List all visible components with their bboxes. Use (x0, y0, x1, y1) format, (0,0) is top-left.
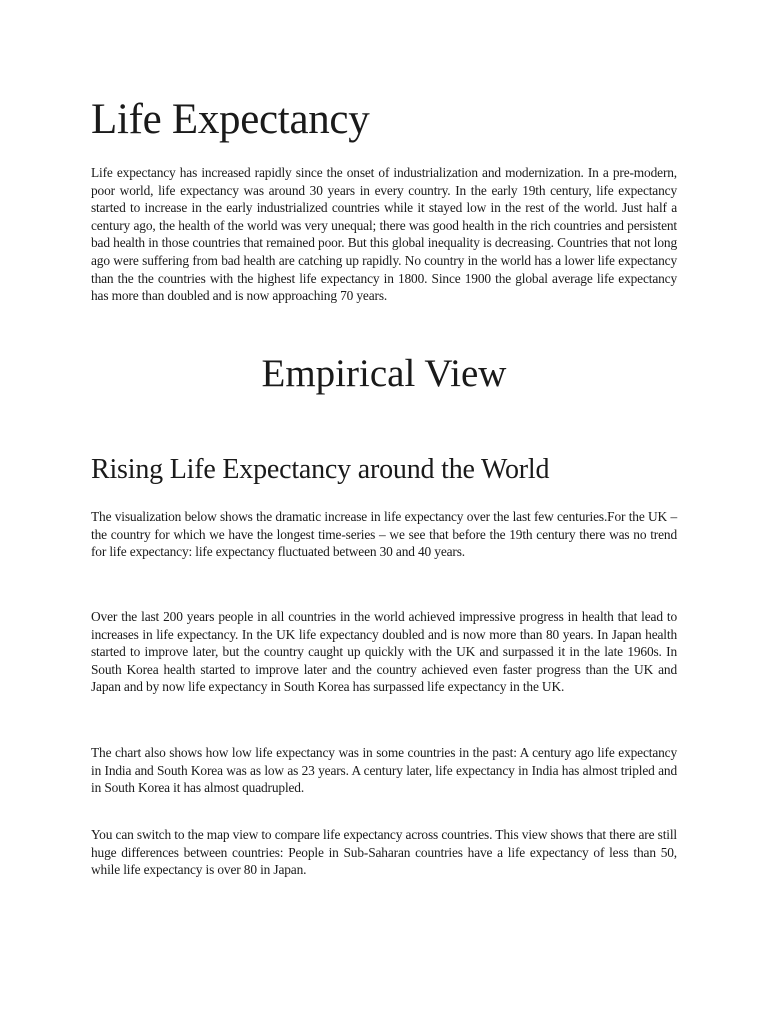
subsection-heading: Rising Life Expectancy around the World (91, 454, 550, 485)
page-title: Life Expectancy (91, 96, 370, 143)
body-paragraph: You can switch to the map view to compare life expectancy across countries. This view shows that there are still huge differences between countries: People in Sub-Saharan countries have a life expectancy of less than 50, while life expectancy is over 80 in Japan. (91, 827, 677, 878)
section-heading: Empirical View (261, 352, 507, 395)
intro-paragraph: Life expectancy has increased rapidly since the onset of industrialization and modernization. In a pre-modern, poor world, life expectancy was around 30 years in every country. In the early 19th century, life expectancy started to increase in the early industrialized countries while it stayed low in the rest of the world. Just half a century ago, the health of the world was very unequal; there was good health in the rich countries and persistent bad health in those countries that remained poor. But this global inequality is decreasing. Countries that not long ago were suffering from bad health are catching up rapidly. No country in the world has a lower life expectancy than the the countries with the highest life expectancy in 1800. Since 1900 the global average life expectancy has more than doubled and is now approaching 70 years. (91, 165, 677, 304)
body-paragraph: The chart also shows how low life expectancy was in some countries in the past: A century ago life expectancy in India and South Korea was as low as 23 years. A century later, life expectancy in India has almost tripled and in South Korea it has almost quadrupled. (91, 745, 677, 796)
body-paragraph: The visualization below shows the dramatic increase in life expectancy over the last few centuries.For the UK – the country for which we have the longest time-series – we see that before the 19th century there was no trend for life expectancy: life expectancy fluctuated between 30 and 40 years. (91, 509, 677, 560)
body-paragraph: Over the last 200 years people in all countries in the world achieved impressive progress in health that lead to increases in life expectancy. In the UK life expectancy doubled and is now more than 80 years. In Japan health started to improve later, but the country caught up quickly with the UK and surpassed it in the late 1960s. In South Korea health started to improve later and the country achieved even faster progress than the UK and Japan and by now life expectancy in South Korea has surpassed life expectancy in the UK. (91, 609, 677, 695)
